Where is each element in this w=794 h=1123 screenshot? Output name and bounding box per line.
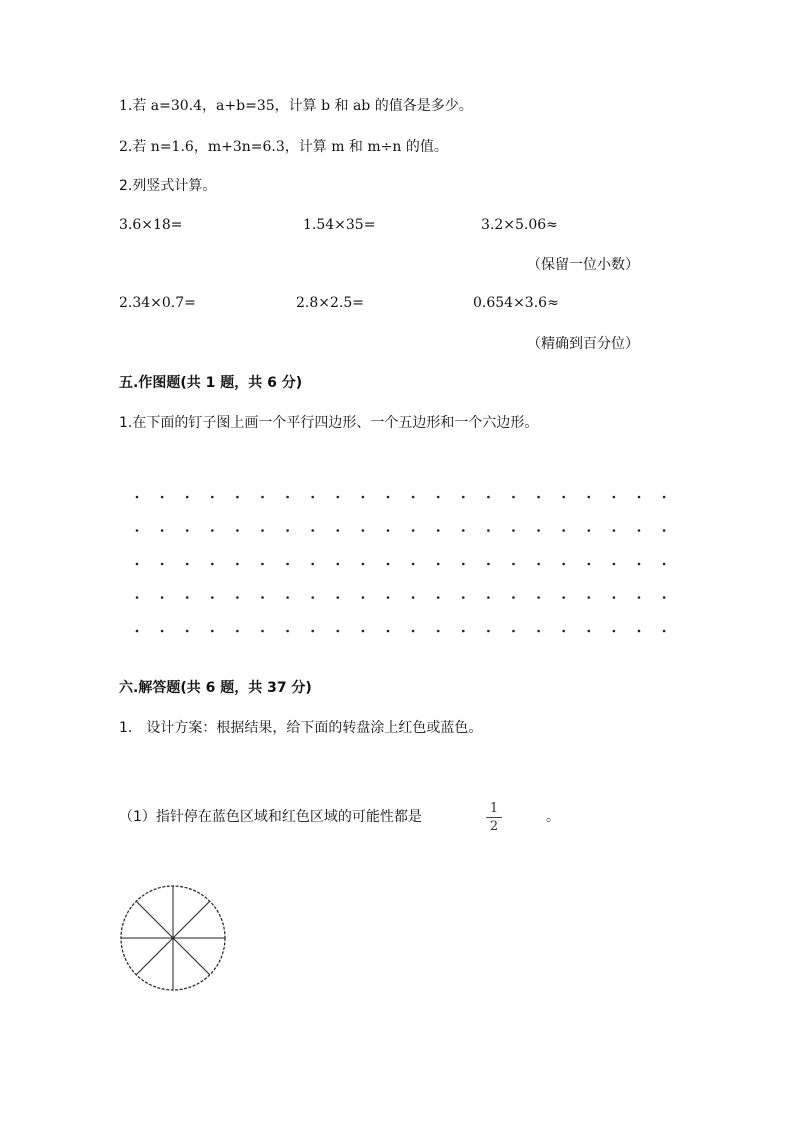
nail-dot[interactable] — [537, 596, 540, 599]
nail-dot[interactable] — [186, 496, 189, 499]
nail-dot[interactable] — [387, 630, 390, 633]
nail-dot[interactable] — [311, 563, 314, 566]
nail-dot[interactable] — [613, 496, 616, 499]
section-heading: 五.作图题(共 1 题，共 6 分) — [119, 375, 303, 391]
nail-dot[interactable] — [286, 630, 289, 633]
nail-dot[interactable] — [211, 630, 214, 633]
nail-dot[interactable] — [437, 496, 440, 499]
nail-dot[interactable] — [487, 563, 490, 566]
nail-dot[interactable] — [186, 529, 189, 532]
nail-dot[interactable] — [537, 529, 540, 532]
nail-dot[interactable] — [211, 596, 214, 599]
nail-dot[interactable] — [512, 496, 515, 499]
nail-dot[interactable] — [387, 563, 390, 566]
nail-dot[interactable] — [362, 496, 365, 499]
problem-2: 2.若 n=1.6，m+3n=6.3，计算 m 和 m÷n 的值。 — [119, 139, 448, 155]
nail-dot[interactable] — [537, 563, 540, 566]
problem-1: 1.若 a=30.4，a+b=35，计算 b 和 ab 的值各是多少。 — [119, 98, 473, 114]
nail-dot[interactable] — [136, 596, 139, 599]
nail-dot[interactable] — [186, 630, 189, 633]
nail-dot[interactable] — [638, 496, 641, 499]
nail-dot[interactable] — [462, 630, 465, 633]
calc-expression: 3.2×5.06≈ — [481, 217, 558, 233]
nail-dot[interactable] — [663, 563, 666, 566]
nail-dot[interactable] — [387, 529, 390, 532]
nail-dot[interactable] — [211, 563, 214, 566]
nail-dot[interactable] — [286, 596, 289, 599]
nail-dot[interactable] — [487, 596, 490, 599]
nail-dot[interactable] — [186, 596, 189, 599]
nail-dot[interactable] — [337, 596, 340, 599]
rounding-note: （精确到百分位） — [527, 336, 639, 352]
nail-dot[interactable] — [437, 630, 440, 633]
nail-dot[interactable] — [663, 529, 666, 532]
nail-dot[interactable] — [337, 529, 340, 532]
rounding-note: （保留一位小数） — [527, 257, 639, 273]
nail-dot[interactable] — [437, 563, 440, 566]
nail-dot[interactable] — [562, 496, 565, 499]
nail-dot[interactable] — [337, 563, 340, 566]
nail-dot[interactable] — [638, 596, 641, 599]
nail-dot[interactable] — [437, 529, 440, 532]
nail-dot[interactable] — [136, 563, 139, 566]
calc-expression: 3.6×18= — [119, 217, 183, 233]
nail-dot[interactable] — [613, 563, 616, 566]
nail-dot[interactable] — [236, 496, 239, 499]
spinner-divider — [136, 938, 173, 975]
nail-dot[interactable] — [161, 596, 164, 599]
nail-dot[interactable] — [588, 496, 591, 499]
nail-dot[interactable] — [286, 563, 289, 566]
nail-dot[interactable] — [136, 529, 139, 532]
spinner-wheel[interactable] — [117, 882, 229, 994]
end-mark: 。 — [546, 809, 560, 825]
nail-dot[interactable] — [462, 496, 465, 499]
nail-dot[interactable] — [512, 630, 515, 633]
nail-dot[interactable] — [487, 529, 490, 532]
nail-dot[interactable] — [437, 596, 440, 599]
nail-dot[interactable] — [362, 630, 365, 633]
nail-dot[interactable] — [638, 529, 641, 532]
nail-dot[interactable] — [211, 529, 214, 532]
section-heading: 六.解答题(共 6 题，共 37 分) — [119, 680, 312, 696]
nail-dot[interactable] — [462, 596, 465, 599]
nail-dot[interactable] — [562, 596, 565, 599]
nail-dot[interactable] — [362, 596, 365, 599]
nail-dot[interactable] — [337, 496, 340, 499]
design-question: 1. 设计方案：根据结果，给下面的转盘涂上红色或蓝色。 — [119, 720, 483, 736]
nail-dot[interactable] — [638, 563, 641, 566]
nail-dot[interactable] — [261, 563, 264, 566]
nail-dot[interactable] — [186, 563, 189, 566]
nail-dot[interactable] — [311, 529, 314, 532]
nail-dot[interactable] — [362, 529, 365, 532]
nail-dot[interactable] — [311, 630, 314, 633]
fraction-numerator: 1 — [489, 801, 499, 816]
drawing-question: 1.在下面的钉子图上画一个平行四边形、一个五边形和一个六边形。 — [119, 415, 539, 431]
nail-board-grid[interactable] — [120, 485, 680, 635]
nail-dot[interactable] — [236, 563, 239, 566]
nail-dot[interactable] — [562, 563, 565, 566]
nail-dot[interactable] — [588, 563, 591, 566]
nail-dot[interactable] — [311, 496, 314, 499]
nail-dot[interactable] — [663, 596, 666, 599]
nail-dot[interactable] — [161, 630, 164, 633]
nail-dot[interactable] — [412, 596, 415, 599]
nail-dot[interactable] — [613, 529, 616, 532]
spinner-divider — [136, 901, 173, 938]
nail-dot[interactable] — [562, 529, 565, 532]
fraction-answer — [486, 801, 502, 834]
nail-dot[interactable] — [286, 496, 289, 499]
calc-expression: 2.8×2.5= — [296, 295, 364, 311]
nail-dot[interactable] — [261, 496, 264, 499]
nail-dot[interactable] — [487, 496, 490, 499]
nail-dot[interactable] — [663, 630, 666, 633]
nail-dot[interactable] — [261, 596, 264, 599]
spinner-divider — [173, 901, 210, 938]
nail-dot[interactable] — [412, 529, 415, 532]
calc-expression: 2.34×0.7= — [119, 295, 196, 311]
nail-dot[interactable] — [311, 596, 314, 599]
nail-dot[interactable] — [537, 496, 540, 499]
nail-dot[interactable] — [161, 496, 164, 499]
nail-dot[interactable] — [462, 563, 465, 566]
nail-dot[interactable] — [362, 563, 365, 566]
nail-dot[interactable] — [512, 596, 515, 599]
nail-dot[interactable] — [211, 496, 214, 499]
nail-dot[interactable] — [236, 529, 239, 532]
fraction-bar — [486, 817, 502, 818]
nail-dot[interactable] — [337, 630, 340, 633]
nail-dot[interactable] — [663, 496, 666, 499]
calc-expression: 0.654×3.6≈ — [473, 295, 559, 311]
nail-dot[interactable] — [261, 529, 264, 532]
nail-dot[interactable] — [236, 596, 239, 599]
nail-dot[interactable] — [638, 630, 641, 633]
nail-dot[interactable] — [412, 630, 415, 633]
nail-dot[interactable] — [136, 496, 139, 499]
vertical-calc-title: 2.列竖式计算。 — [119, 178, 217, 194]
spinner-divider — [173, 938, 210, 975]
nail-dot[interactable] — [387, 496, 390, 499]
nail-dot[interactable] — [462, 529, 465, 532]
nail-dot[interactable] — [487, 630, 490, 633]
nail-dot[interactable] — [613, 630, 616, 633]
nail-dot[interactable] — [537, 630, 540, 633]
nail-dot[interactable] — [161, 529, 164, 532]
nail-dot[interactable] — [161, 563, 164, 566]
nail-dot[interactable] — [512, 529, 515, 532]
nail-dot[interactable] — [588, 596, 591, 599]
nail-dot[interactable] — [412, 496, 415, 499]
nail-dot[interactable] — [412, 563, 415, 566]
nail-dot[interactable] — [588, 630, 591, 633]
nail-dot[interactable] — [512, 563, 515, 566]
nail-dot[interactable] — [562, 630, 565, 633]
nail-dot[interactable] — [286, 529, 289, 532]
nail-dot[interactable] — [261, 630, 264, 633]
nail-dot[interactable] — [588, 529, 591, 532]
sub-question: （1）指针停在蓝色区域和红色区域的可能性都是 — [119, 809, 422, 825]
calc-expression: 1.54×35= — [303, 217, 376, 233]
nail-dot[interactable] — [613, 596, 616, 599]
nail-dot[interactable] — [236, 630, 239, 633]
fraction-denominator: 2 — [489, 819, 499, 834]
nail-dot[interactable] — [136, 630, 139, 633]
nail-dot[interactable] — [387, 596, 390, 599]
